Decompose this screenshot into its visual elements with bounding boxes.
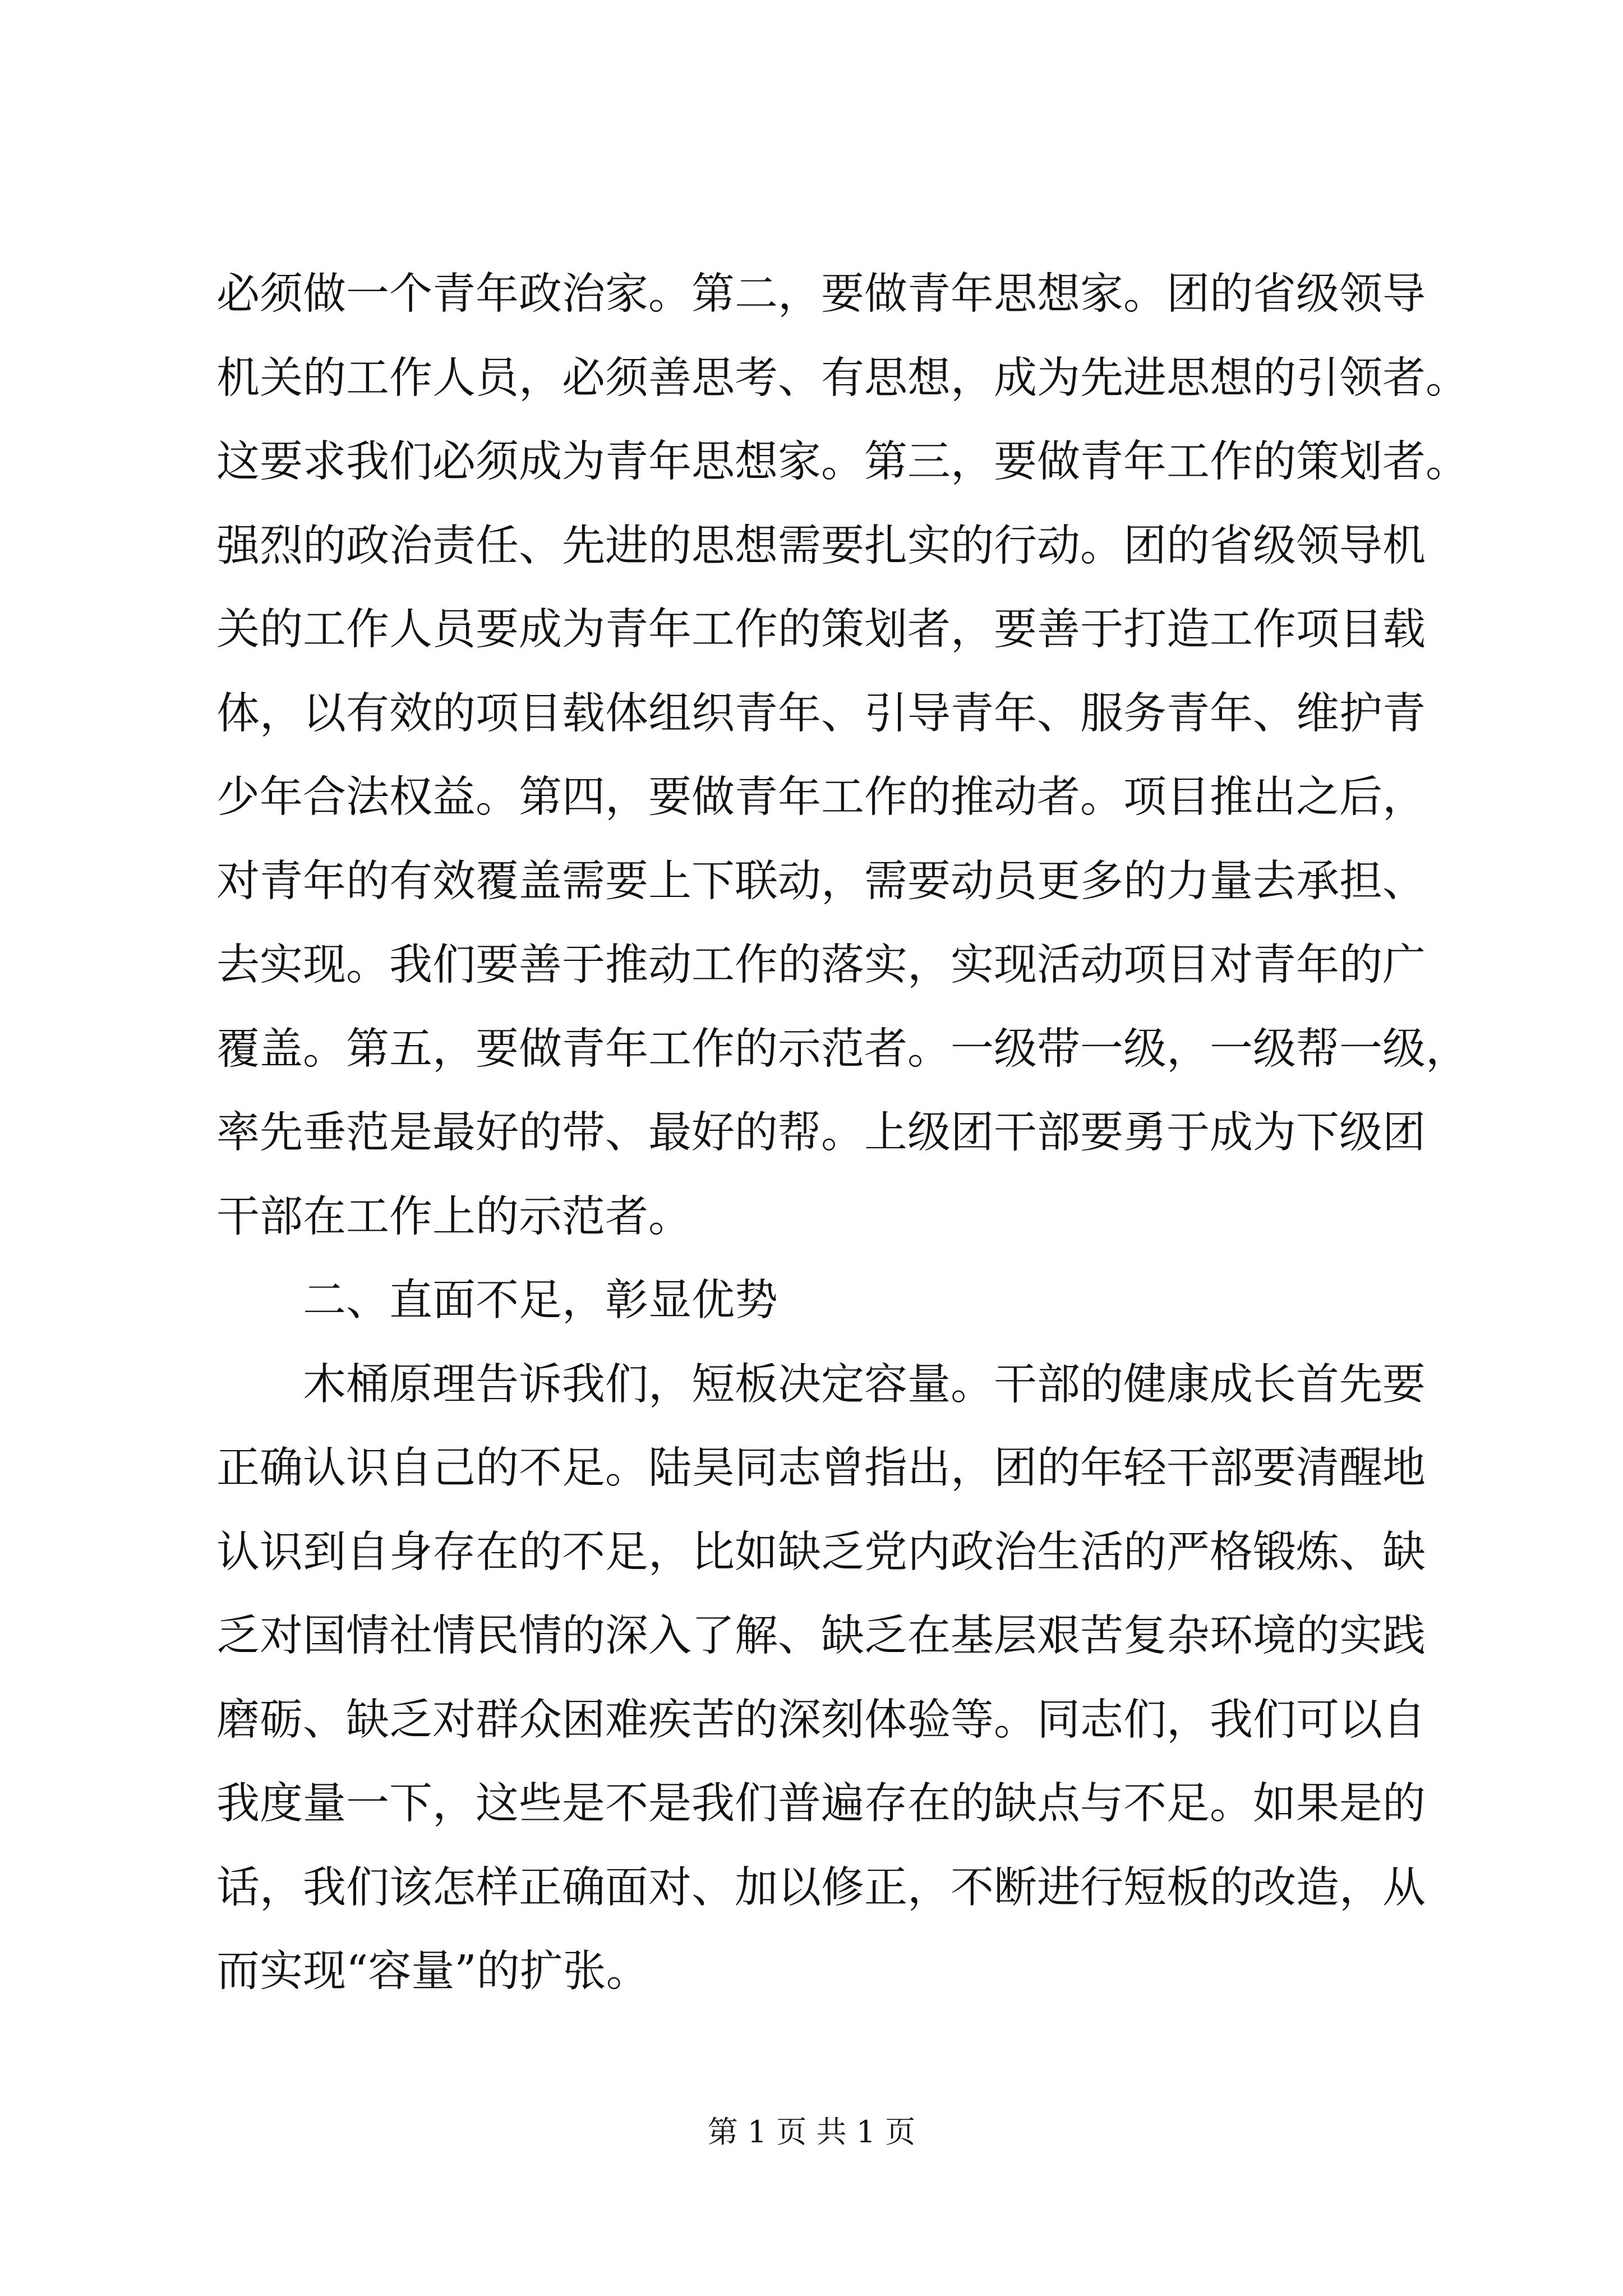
text-line: 话，我们该怎样正确面对、加以修正，不断进行短板的改造，从 xyxy=(216,1862,1426,1913)
page-number-footer: 第 1 页 共 1 页 xyxy=(707,2114,916,2150)
text-line: 少年合法权益。第四，要做青年工作的推动者。项目推出之后， xyxy=(216,772,1426,822)
text-line: 干部在工作上的示范者。 xyxy=(216,1191,691,1242)
text-line: 这要求我们必须成为青年思想家。第三，要做青年工作的策划者。 xyxy=(216,437,1469,487)
body-text xyxy=(216,252,1469,2014)
text-line: 而实现“容量”的扩张。 xyxy=(216,1947,649,1996)
section-heading: 二、直面不足，彰显优势 xyxy=(303,1276,778,1326)
text-line: 去实现。我们要善于推动工作的落实，实现活动项目对青年的广 xyxy=(216,940,1426,990)
text-line: 覆盖。第五，要做青年工作的示范者。一级带一级，一级帮一级， xyxy=(216,1024,1469,1074)
text-line: 关的工作人员要成为青年工作的策划者，要善于打造工作项目载 xyxy=(216,605,1426,655)
text-line: 认识到自身存在的不足，比如缺乏党内政治生活的严格锻炼、缺 xyxy=(216,1527,1426,1577)
text-line: 机关的工作人员，必须善思考、有思想，成为先进思想的引领者。 xyxy=(216,353,1469,403)
text-line: 体，以有效的项目载体组织青年、引导青年、服务青年、维护青 xyxy=(216,688,1426,739)
text-line: 磨砺、缺乏对群众困难疾苦的深刻体验等。同志们，我们可以自 xyxy=(216,1695,1426,1745)
text-line: 对青年的有效覆盖需要上下联动，需要动员更多的力量去承担、 xyxy=(216,856,1426,907)
text-line: 率先垂范是最好的带、最好的帮。上级团干部要勇于成为下级团 xyxy=(216,1108,1426,1158)
text-line: 必须做一个青年政治家。第二，要做青年思想家。团的省级领导 xyxy=(216,269,1426,319)
text-line: 乏对国情社情民情的深入了解、缺乏在基层艰苦复杂环境的实践 xyxy=(216,1611,1426,1661)
text-line: 强烈的政治责任、先进的思想需要扎实的行动。团的省级领导机 xyxy=(216,521,1426,571)
text-line: 正确认识自己的不足。陆昊同志曾指出，团的年轻干部要清醒地 xyxy=(216,1443,1426,1493)
text-line: 我度量一下，这些是不是我们普遍存在的缺点与不足。如果是的 xyxy=(216,1779,1426,1829)
text-line: 木桶原理告诉我们，短板决定容量。干部的健康成长首先要 xyxy=(303,1359,1426,1410)
